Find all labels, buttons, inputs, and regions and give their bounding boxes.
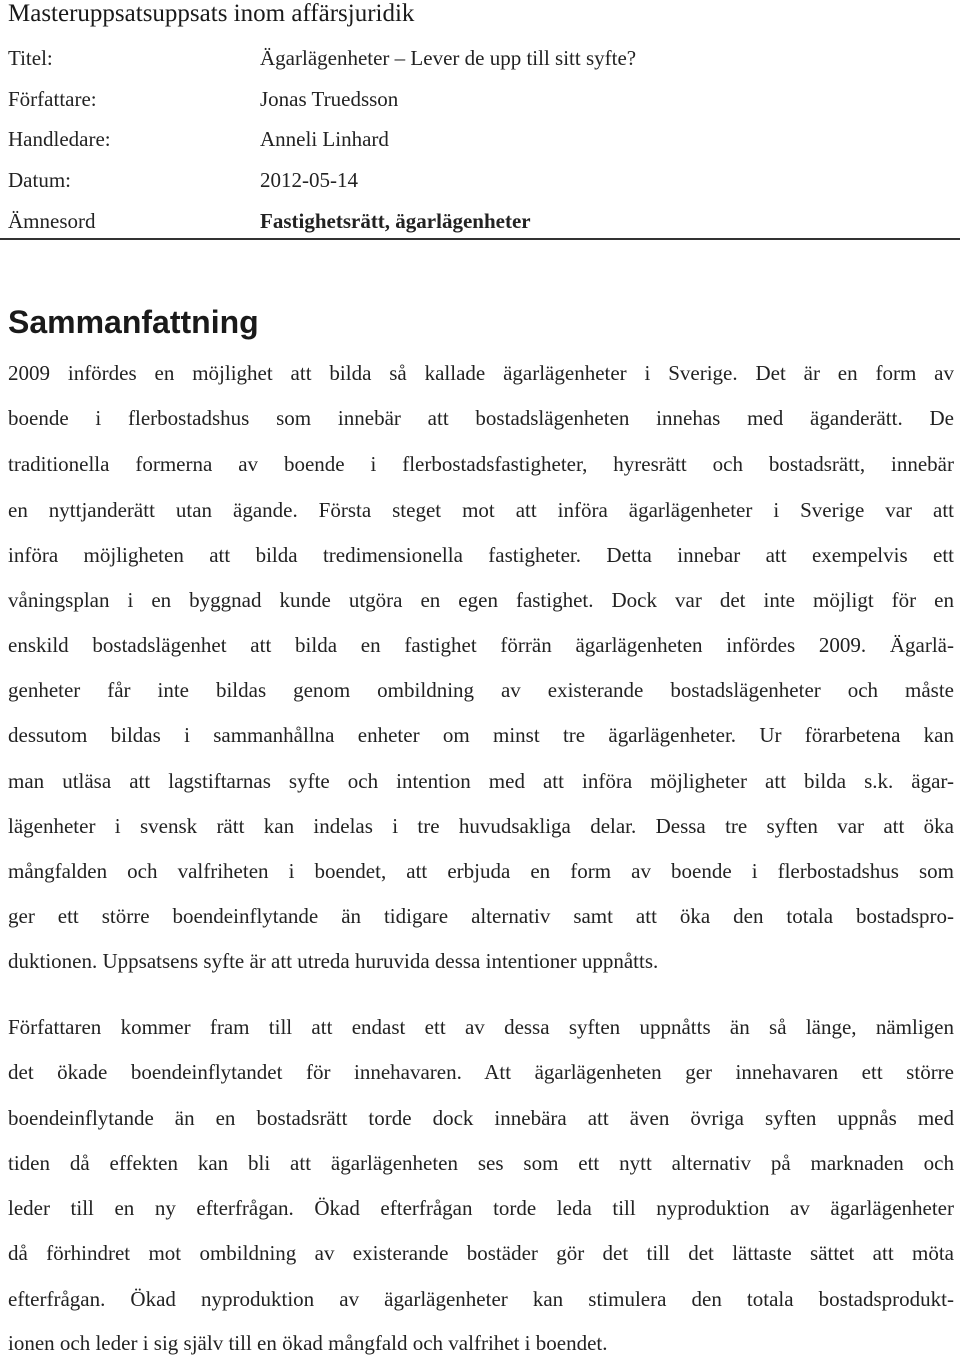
- meta-label: Datum:: [8, 168, 71, 192]
- meta-value: Anneli Linhard: [260, 127, 389, 151]
- meta-label: Handledare:: [8, 127, 111, 151]
- paragraph-line: boende i flerbostadshus som innebär att bostadslägenheten innehas med äganderätt. De: [8, 406, 954, 430]
- meta-row-date: [8, 163, 960, 197]
- paragraph-line: genheter får inte bildas genom ombildning av existerande bostadslägenheter och måste: [8, 678, 954, 702]
- paragraph-line: då förhindret mot ombildning av existerande bostäder gör det till det lättaste sättet att möta: [8, 1241, 954, 1265]
- meta-value: Ägarlägenheter – Lever de upp till sitt syfte?: [260, 46, 637, 70]
- meta-row-keywords: [8, 204, 960, 238]
- paragraph-line: traditionella formerna av boende i flerbostadsfastigheter, hyresrätt och bostadsrätt, innebär: [8, 452, 954, 476]
- paragraph-line: boendeinflytande än en bostadsrätt torde dock innebära att även övriga syften uppnås med: [8, 1106, 954, 1130]
- paragraph-line: våningsplan i en byggnad kunde utgöra en egen fastighet. Dock var det inte möjligt för en: [8, 588, 954, 612]
- document-heading: Masteruppsatsuppsats inom affärsjuridik: [8, 0, 415, 27]
- meta-label: Ämnesord: [8, 209, 96, 233]
- paragraph-line: ionen och leder i sig själv till en ökad mångfald och valfrihet i boendet.: [8, 1331, 608, 1355]
- meta-row-supervisor: [8, 122, 960, 156]
- meta-value: 2012-05-14: [260, 168, 358, 192]
- paragraph-line: dessutom bildas i sammanhållna enheter om minst tre ägarlägenheter. Ur förarbetena kan: [8, 723, 954, 747]
- paragraph-line: ger ett större boendeinflytande än tidigare alternativ samt att öka den totala bostadspro-: [8, 904, 954, 928]
- paragraph-line: Författaren kommer fram till att endast ett av dessa syften uppnåtts än så länge, nämligen: [8, 1015, 954, 1039]
- paragraph-line: duktionen. Uppsatsens syfte är att utreda huruvida dessa intentioner uppnåtts.: [8, 949, 659, 973]
- paragraph-line: det ökade boendeinflytandet för innehavaren. Att ägarlägenheten ger innehavaren ett större: [8, 1060, 954, 1084]
- meta-label: Författare:: [8, 87, 97, 111]
- meta-label: Titel:: [8, 46, 53, 70]
- paragraph-line: en nyttjanderätt utan ägande. Första steget mot att införa ägarlägenheter i Sverige var att: [8, 498, 954, 522]
- paragraph-line: införa möjligheten att bilda tredimensionella fastigheter. Detta innebar att exempelvis ett: [8, 543, 954, 567]
- paragraph-line: man utläsa att lagstiftarnas syfte och intention med att införa möjligheter att bilda s.k. ägar-: [8, 769, 954, 793]
- paragraph-line: leder till en ny efterfrågan. Ökad efterfrågan torde leda till nyproduktion av ägarlägenheter: [8, 1196, 954, 1220]
- paragraph-line: lägenheter i svensk rätt kan indelas i tre huvudsakliga delar. Dessa tre syften var att öka: [8, 814, 954, 838]
- header-divider: [0, 238, 960, 240]
- paragraph-line: enskild bostadslägenhet att bilda en fastighet förrän ägarlägenheten infördes 2009. Ägarlä-: [8, 633, 954, 657]
- meta-row-title: [8, 41, 960, 75]
- meta-value: Fastighetsrätt, ägarlägenheter: [260, 209, 531, 233]
- paragraph-line: 2009 infördes en möjlighet att bilda så kallade ägarlägenheter i Sverige. Det är en form av: [8, 361, 954, 385]
- paragraph-line: tiden då effekten kan bli att ägarlägenheten ses som ett nytt alternativ på marknaden och: [8, 1151, 954, 1175]
- meta-row-author: [8, 82, 960, 116]
- meta-value: Jonas Truedsson: [260, 87, 399, 111]
- section-title-summary: Sammanfattning: [8, 304, 259, 340]
- paragraph-line: efterfrågan. Ökad nyproduktion av ägarlägenheter kan stimulera den totala bostadsprodukt-: [8, 1287, 954, 1311]
- paragraph-line: mångfalden och valfriheten i boendet, att erbjuda en form av boende i flerbostadshus som: [8, 859, 954, 883]
